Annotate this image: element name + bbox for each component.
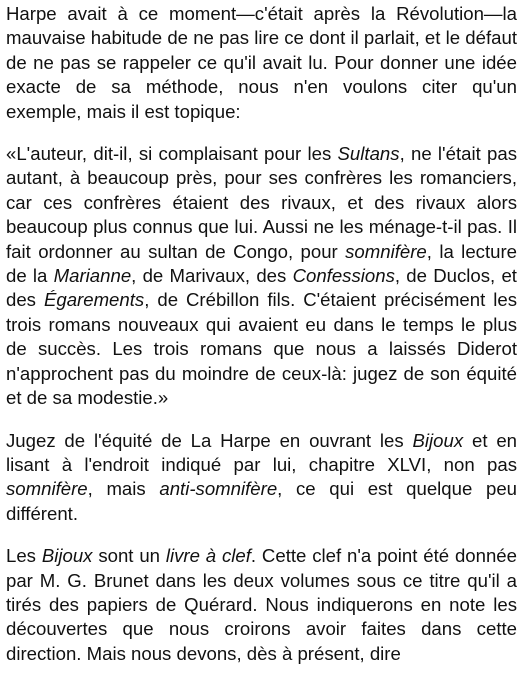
italic-text: somnifère [6, 478, 88, 500]
text-run: et en lisant à l'endroit indiqué par lui, chapitre XLVI, non pas [6, 429, 518, 475]
text-run: Harpe avait à ce moment—c'était après la Révolution—la mauvaise habitude de ne pas lire ce dont il parlait, et le défaut de ne pas se rappeler ce qu'il avait lu. Pour donner une idée exacte de sa méthode, nous n'en voulons citer qu'un exemple, mais il est topique: [6, 3, 517, 122]
text-run: , de Duclos, et des [6, 265, 517, 311]
italic-text: anti-somnifère [159, 478, 278, 500]
text-run: , mais [87, 478, 160, 500]
italic-text: Marianne [53, 265, 132, 287]
italic-text: Sultans [337, 143, 400, 165]
paragraph [6, 2, 517, 124]
text-run: , la lecture de la [6, 240, 517, 287]
italic-text: Bijoux [412, 429, 464, 451]
italic-text: Égarements [43, 289, 145, 311]
paragraph [6, 429, 517, 527]
paragraph [6, 544, 517, 666]
italic-text: Bijoux [41, 545, 93, 567]
text-run: Jugez de l'équité de La Harpe en ouvrant les [6, 429, 413, 451]
text-run: Les [6, 545, 42, 567]
text-run: , ne l'était pas autant, à beaucoup près, pour ses confrères les romanciers, car ces confrères étaient des rivaux, et des rivaux alors beaucoup plus connus que lui. Aussi ne les ménage-t-il pas. Il fait ordonner au sultan de Congo, pour [6, 143, 517, 262]
italic-text: livre à clef [165, 545, 251, 567]
text-run: sont un [92, 545, 166, 567]
text-run: «L'auteur, dit-il, si complaisant pour les [6, 143, 338, 165]
text-run: . Cette clef n'a point été donnée par M. G. Brunet dans les deux volumes sous ce titre qu'il a tirés des papiers de Quérard. Nous indiquerons en note les découvertes que nous croirons avoir faites dans cette direction. Mais nous devons, dès à présent, dire [6, 545, 517, 664]
italic-text: somnifère [345, 240, 427, 262]
text-run: , ce qui est quelque peu différent. [6, 478, 517, 524]
text-run: , de Crébillon fils. C'étaient précisément les trois romans nouveaux qui avaient eu dans le temps le plus de succès. Les trois romans que nous a laissés Diderot n'approchent pas du moindre de ceux-là: jugez de son équité et de sa modestie.» [6, 289, 517, 409]
text-run: , de Marivaux, des [131, 265, 293, 287]
italic-text: Confessions [292, 265, 395, 287]
paragraph [6, 142, 517, 410]
document-page [6, 2, 517, 666]
